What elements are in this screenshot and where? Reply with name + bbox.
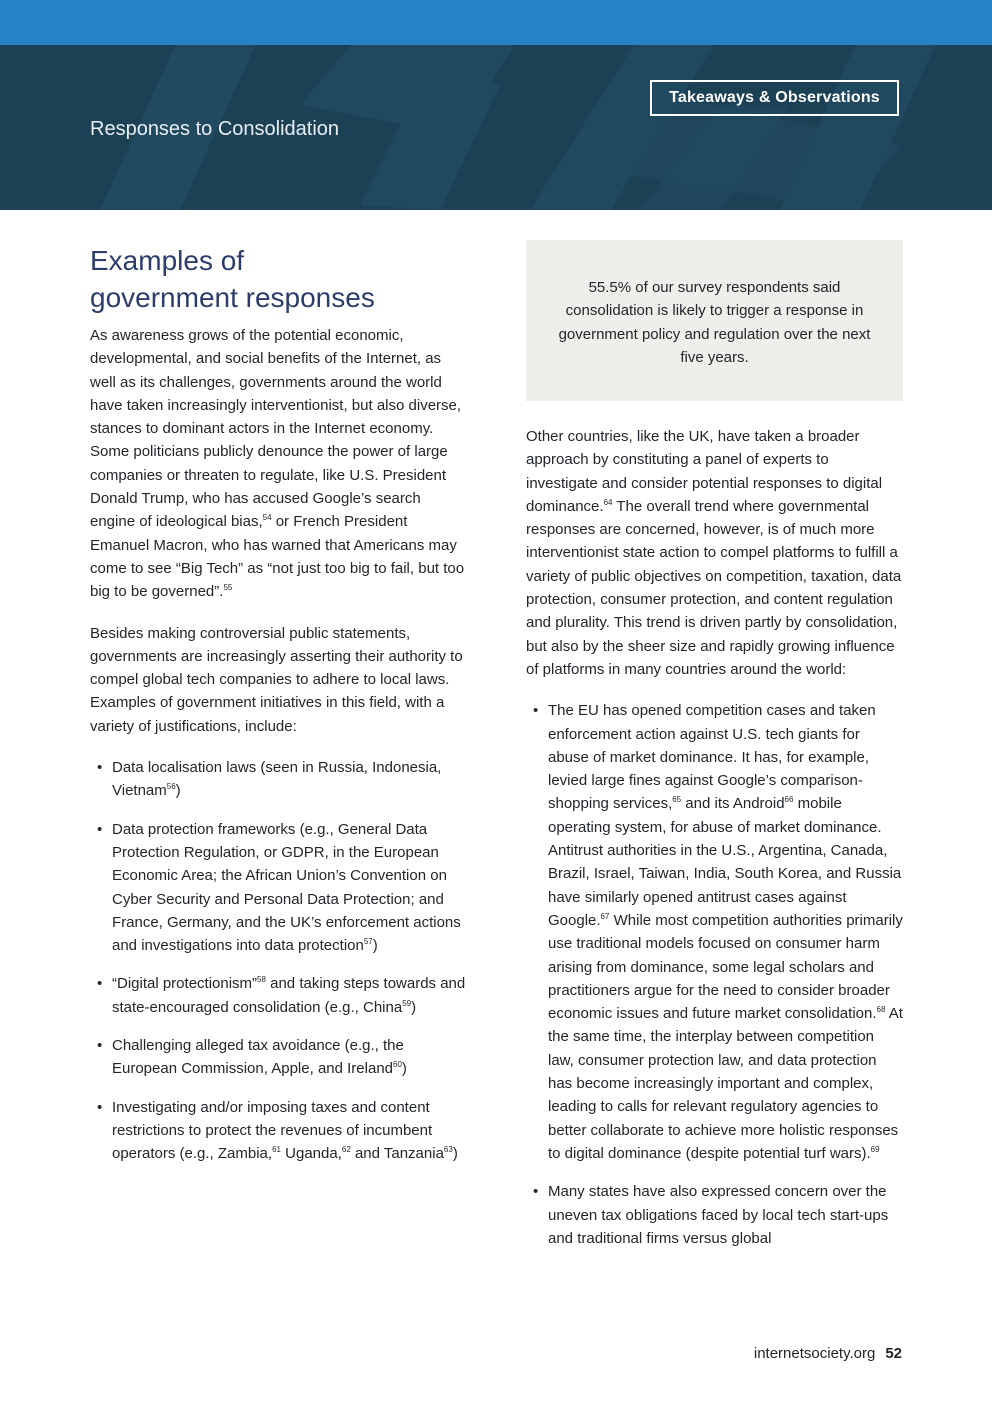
heading-line-1: Examples of	[90, 245, 245, 276]
paragraph: Besides making controversial public statements, governments are increasingly asserting their authority to compel global tech companies to adhere to local laws. Examples of government initiatives in this field, with a variety of justifications, include:	[90, 624, 463, 735]
text-run: At the same time, the interplay between competition law, consumer protection law, and data protection has become increasingly important and complex, leading to calls for relevant regulatory agencies to better collaborate to achieve more holistic responses to digital dominance (despite potential turf wars).	[548, 1005, 903, 1162]
text-run: )	[411, 998, 417, 1016]
text-run: As awareness grows of the potential economic, developmental, and social benefits of the Internet, as well as its challenges, governments around the world have taken increasingly interventionist, but also diverse, stances to dominant actors in the Internet economy. Some politicians publicly denounce the power of large companies or threaten to regulate, like U.S. President Donald Trump, who has accused Google’s search engine of ideological bias,	[90, 327, 462, 531]
text-run: )	[372, 937, 378, 955]
footnote-ref: 63	[443, 1145, 453, 1155]
footnote-ref: 57	[363, 937, 373, 947]
text-run: and its Android	[681, 795, 785, 813]
text-run: While most competition authorities primarily use traditional models focused on consumer harm arising from dominance, some legal scholars and practitioners argue for the need to consider broader economic issues and future market consolidation.	[548, 911, 903, 1023]
heading-line-2: government responses	[90, 282, 375, 313]
footnote-ref: 60	[393, 1060, 402, 1070]
list-item	[90, 756, 468, 803]
footnote-ref: 66	[784, 795, 794, 805]
list-item	[90, 972, 468, 1019]
footnote-ref: 68	[876, 1005, 886, 1015]
list-item	[90, 818, 468, 958]
right-body	[526, 425, 903, 1250]
footnote-ref: 55	[223, 583, 233, 593]
text-run: and taking steps towards and state-encouraged consolidation (e.g., China	[112, 975, 466, 1016]
section-title: Responses to Consolidation	[90, 118, 340, 140]
page-number: 52	[885, 1345, 902, 1362]
section-tag: Takeaways & Observations	[650, 80, 899, 116]
text-run: )	[401, 1060, 407, 1078]
text-run: or French President Emanuel Macron, who has warned that Americans may come to see “Big Tech” as “not just too big to fail, but too big to be governed”.	[90, 513, 465, 601]
paragraph	[90, 324, 468, 604]
text-run: Uganda,	[280, 1145, 342, 1163]
left-column	[90, 242, 468, 1181]
footnote-ref: 64	[603, 497, 613, 507]
footnote-ref: 69	[870, 1144, 880, 1154]
text-run: Investigating and/or imposing taxes and content restrictions to protect the revenues of incumbent operators (e.g., Zambia,	[112, 1098, 433, 1163]
bullet-list	[90, 756, 468, 1165]
right-column	[526, 240, 903, 1265]
text-run: )	[452, 1145, 458, 1163]
text-run: mobile operating system, for abuse of market dominance. Antitrust authorities in the U.S., Argentina, Canada, Brazil, Israel, Taiwan, India, South Korea, and Russia have similarly opened antitrust cases against Google.	[548, 795, 902, 929]
footnote-ref: 56	[166, 782, 176, 792]
top-color-bar	[0, 0, 992, 45]
stat-callout: 55.5% of our survey respondents said consolidation is likely to trigger a response in government policy and regulation over the next five years.	[526, 240, 903, 401]
text-run: Other countries, like the UK, have taken a broader approach by constituting a panel of experts to investigate and consider potential responses to digital dominance.	[526, 428, 883, 515]
footnote-ref: 62	[341, 1145, 351, 1155]
footnote-ref: 59	[402, 998, 412, 1008]
article-heading	[90, 242, 468, 316]
list-item: • Many states have also expressed concern over the uneven tax obligations faced by local tech start-ups and traditional firms versus global	[526, 1180, 903, 1250]
footer-site-link[interactable]: internetsociety.org	[753, 1345, 876, 1362]
footnote-ref: 54	[262, 513, 272, 523]
text-run: Data localisation laws (seen in Russia, Indonesia, Vietnam	[112, 759, 442, 800]
text-run: “Digital protectionism”	[112, 975, 258, 993]
list-item	[526, 699, 903, 1165]
footnote-ref: 58	[257, 975, 266, 985]
text-run: Challenging alleged tax avoidance (e.g., the European Commission, Apple, and Ireland	[112, 1037, 404, 1078]
paragraph	[526, 425, 903, 681]
page-footer	[754, 1345, 902, 1362]
footnote-ref: 61	[272, 1145, 281, 1155]
text-run: The EU has opened competition cases and taken enforcement action against U.S. tech giants for abuse of market dominance. It has, for example, levied large fines against Google’s comparison-shopping services,	[548, 702, 876, 813]
text-run: The overall trend where governmental responses are concerned, however, is of much more interventionist state action to compel platforms to fulfill a variety of public objectives on competition, taxation, data protection, consumer protection, and content regulation and plurality. This trend is driven partly by consolidation, but also by the sheer size and rapidly growing influence of platforms in many countries around the world:	[526, 497, 902, 678]
footnote-ref: 65	[672, 795, 682, 805]
footnote-ref: 67	[600, 911, 610, 921]
text-run: )	[175, 782, 181, 800]
bullet-list	[526, 699, 903, 1250]
list-item	[90, 1096, 468, 1166]
text-run: and Tanzania	[350, 1145, 444, 1163]
list-item	[90, 1034, 468, 1081]
text-run: Data protection frameworks (e.g., General Data Protection Regulation, or GDPR, in the European Economic Area; the African Union’s Convention on Cyber Security and Personal Data Protection; and France, Germany, and the UK’s enforcement actions and investigations into data protection	[112, 820, 461, 955]
